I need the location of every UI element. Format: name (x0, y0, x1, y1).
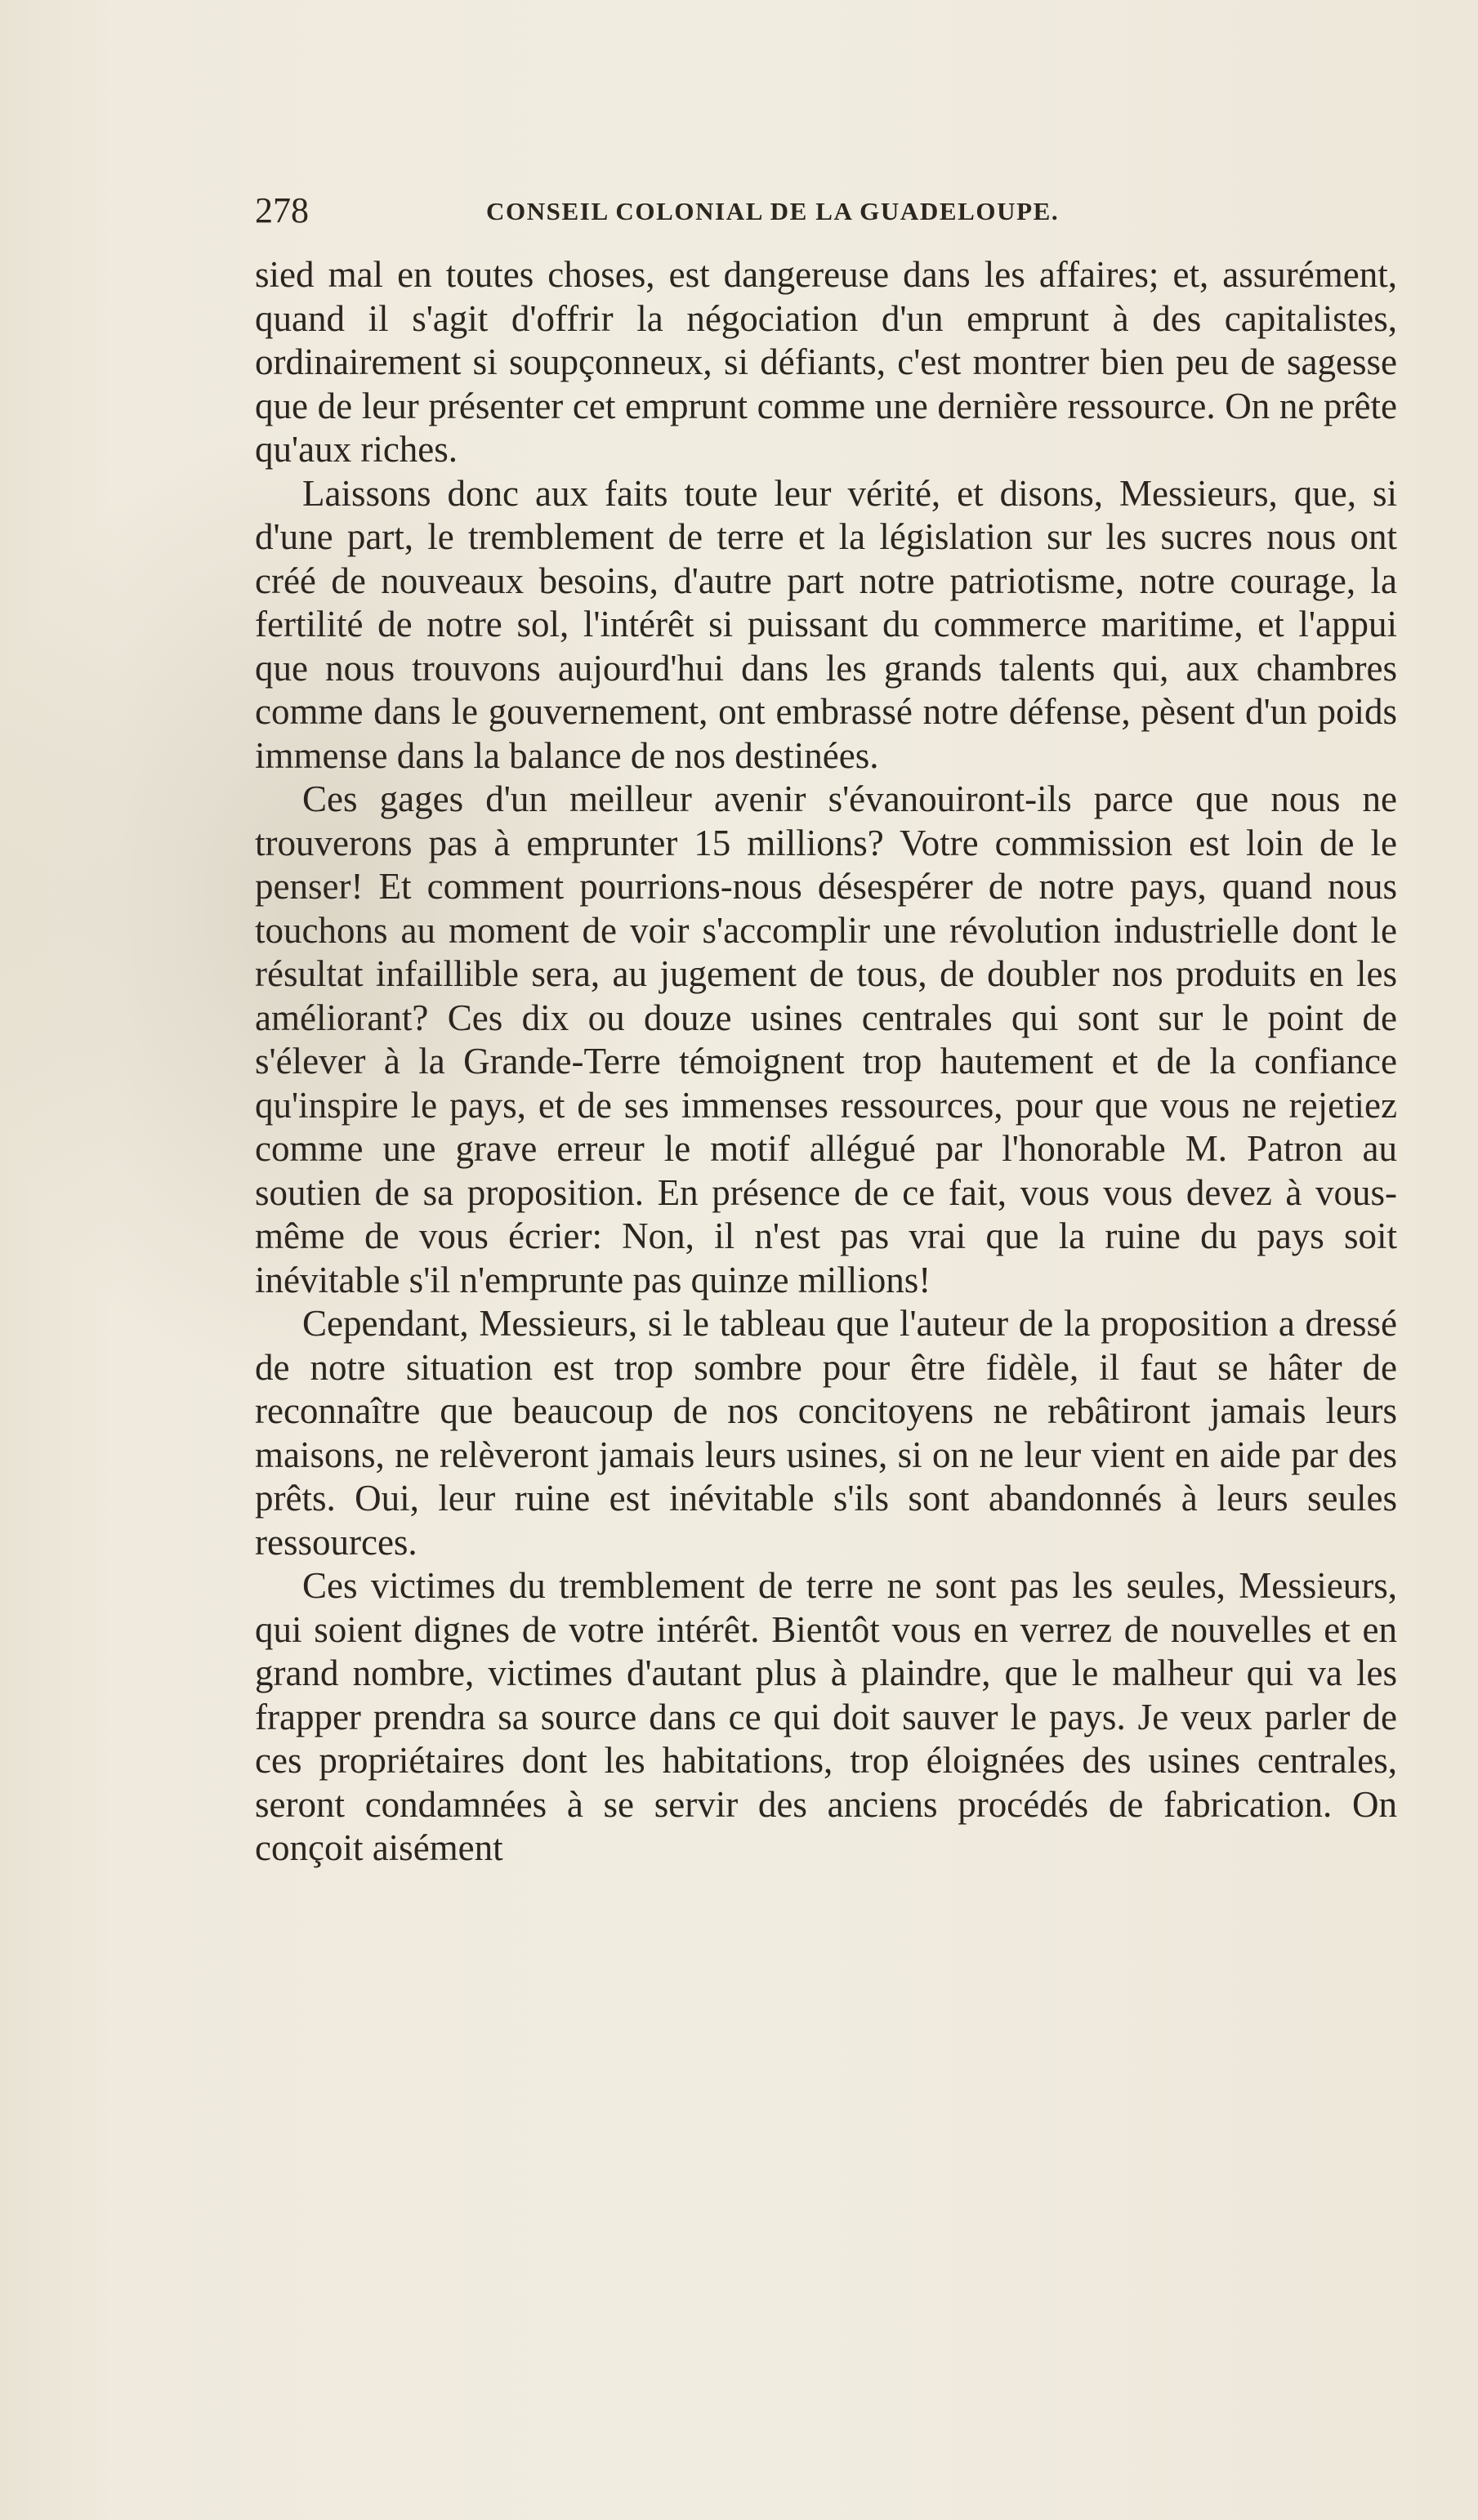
paragraph: Cependant, Messieurs, si le tableau que l'auteur de la proposition a dressé de notre situation est trop sombre pour être fidèle, il faut se hâter de reconnaître que beaucoup de nos concitoyens ne rebâtiront jamais leurs maisons, ne relèveront jamais leurs usines, si on ne leur vient en aide par des prêts. Oui, leur ruine est inévitable s'ils sont abandonnés à leurs seules ressources. (255, 1303, 1397, 1563)
page-number: 278 (255, 190, 309, 230)
body-text (255, 253, 1397, 1871)
paragraph-continuation: sied mal en toutes choses, est dangereuse dans les affaires; et, assurément, quand il s'agit d'offrir la négociation d'un emprunt à des capitalistes, ordinairement si soupçonneux, si défiants, c'est montrer bien peu de sagesse que de leur présenter cet emprunt comme une dernière ressource. On ne prête qu'aux riches. (255, 254, 1397, 470)
running-head (255, 186, 1397, 235)
running-title: CONSEIL COLONIAL DE LA GUADELOUPE. (486, 197, 1060, 225)
paragraph: Laissons donc aux faits toute leur vérité, et disons, Messieurs, que, si d'une part, le tremblement de terre et la législation sur les sucres nous ont créé de nouveaux besoins, d'autre part notre patriotisme, notre courage, la fertilité de notre sol, l'intérêt si puissant du commerce maritime, et l'appui que nous trouvons aujourd'hui dans les grands talents qui, aux chambres comme dans le gouvernement, ont embrassé notre défense, pèsent d'un poids immense dans la balance de nos destinées. (255, 472, 1397, 776)
paragraph: Ces gages d'un meilleur avenir s'évanouiront-ils parce que nous ne trouverons pas à emprunter 15 millions? Votre commission est loin de le penser! Et comment pourrions-nous désespérer de notre pays, quand nous touchons au moment de voir s'accomplir une révolution industrielle dont le résultat infaillible sera, au jugement de tous, de doubler nos produits en les améliorant? Ces dix ou douze usines centrales qui sont sur le point de s'élever à la Grande-Terre témoignent trop hautement et de la confiance qu'inspire le pays, et de ses immenses ressources, pour que vous ne rejetiez comme une grave erreur le motif allégué par l'honorable M. Patron au soutien de sa proposition. En présence de ce fait, vous vous devez à vous-même de vous écrier: Non, il n'est pas vrai que la ruine du pays soit inévitable s'il n'emprunte pas quinze millions! (255, 778, 1397, 1300)
paragraph: Ces victimes du tremblement de terre ne sont pas les seules, Messieurs, qui soient dignes de votre intérêt. Bientôt vous en verrez de nouvelles et en grand nombre, victimes d'autant plus à plaindre, que le malheur qui va les frapper prendra sa source dans ce qui doit sauver le pays. Je veux parler de ces propriétaires dont les habitations, trop éloignées des usines centrales, seront condamnées à se servir des anciens procédés de fabrication. On conçoit aisément (255, 1565, 1397, 1868)
